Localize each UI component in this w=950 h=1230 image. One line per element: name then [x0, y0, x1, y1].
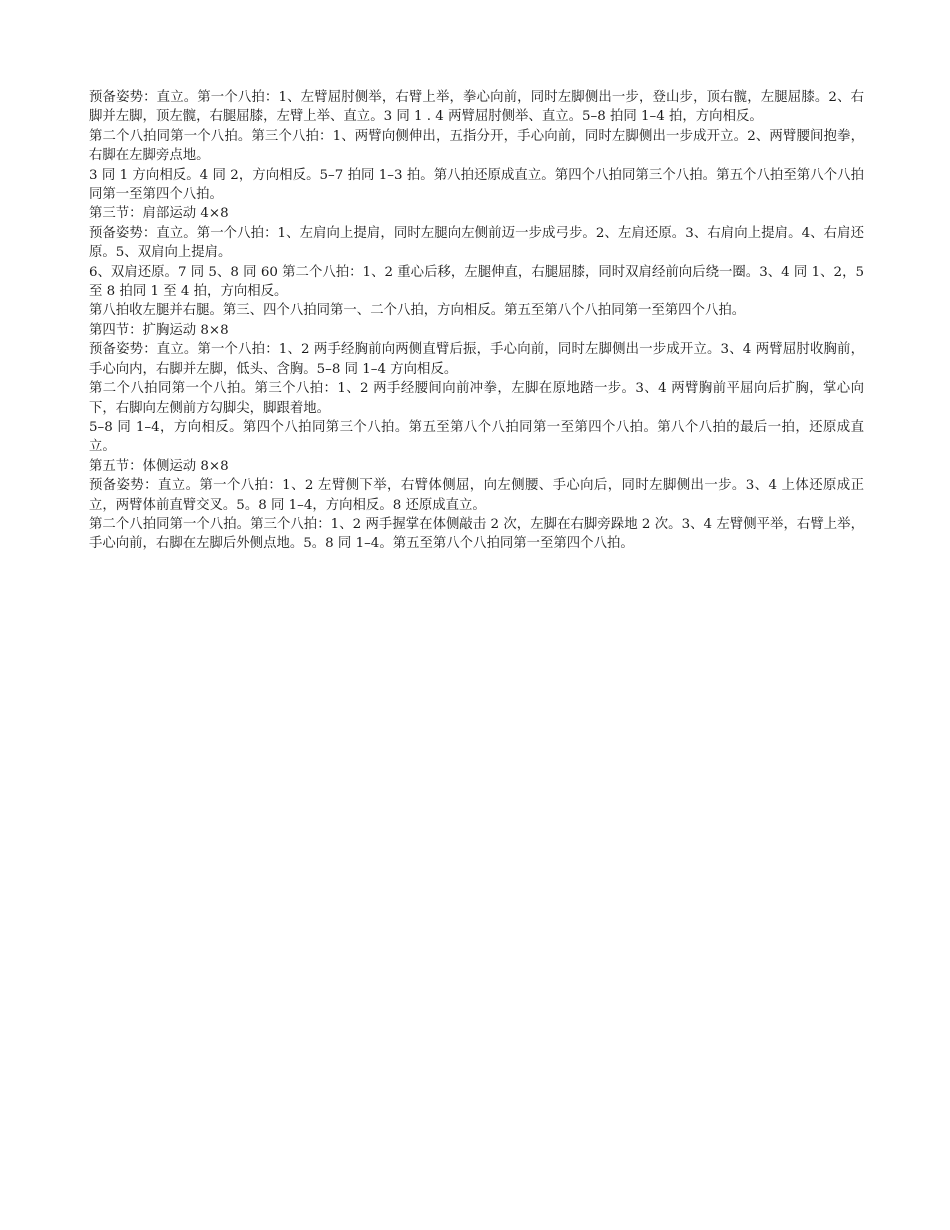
paragraph-6: 6、双肩还原。7 同 5、8 同 60 第二个八拍：1、2 重心后移，左腿伸直，右腿屈膝，同时双肩经前向后绕一圈。3、4 同 1、2，5 至 8 拍同 1 至 4 拍，方向相反。 [89, 264, 864, 300]
paragraph-7: 第八拍收左腿并右腿。第三、四个八拍同第一、二个八拍，方向相反。第五至第八个八拍同第一至第四个八拍。 [89, 303, 746, 319]
paragraph-10: 第二个八拍同第一个八拍。第三个八拍：1、2 两手经腰间向前冲拳，左脚在原地踏一步。3、4 两臂胸前平屈向后扩胸，掌心向下，右脚向左侧前方勾脚尖，脚跟着地。 [89, 381, 864, 416]
section-heading-shoulder: 第三节：肩部运动 4×8 [89, 206, 229, 222]
paragraph-5: 预备姿势：直立。第一个八拍：1、左肩向上提肩，同时左腿向左侧前迈一步成弓步。2、左肩还原。3、右肩向上提肩。4、右肩还原。5、双肩向上提肩。 [89, 225, 864, 261]
paragraph-1: 预备姿势：直立。第一个八拍：1、左臂屈肘侧举，右臂上举，拳心向前，同时左脚侧出一步，登山步，顶右髋，左腿屈膝。2、右脚并左脚，顶左髋，右腿屈膝，左臂上举、直立。3 同 1 . 4 两臂屈肘侧举、直立。5–8 拍同 1–4 拍，方向相反。 [89, 90, 864, 125]
paragraph-11: 5–8 同 1–4，方向相反。第四个八拍同第三个八拍。第五至第八个八拍同第一至第四个八拍。第八个八拍的最后一拍，还原成直立。 [89, 419, 864, 455]
paragraph-3: 3 同 1 方向相反。4 同 2，方向相反。5–7 拍同 1–3 拍。第八拍还原成直立。第四个八拍同第三个八拍。第五个八拍至第八个八拍同第一至第四个八拍。 [89, 167, 864, 203]
section-heading-chest: 第四节：扩胸运动 8×8 [89, 322, 229, 338]
paragraph-14: 第二个八拍同第一个八拍。第三个八拍：1、2 两手握掌在体侧敲击 2 次，左脚在右脚旁跺地 2 次。3、4 左臂侧平举，右臂上举，手心向前，右脚在左脚后外侧点地。5。8 同 1–4。第五至第八个八拍同第一至第四个八拍。 [89, 516, 864, 552]
paragraph-2: 第二个八拍同第一个八拍。第三个八拍：1、两臂向侧伸出，五指分开，手心向前，同时左脚侧出一步成开立。2、两臂腰间抱拳，右脚在左脚旁点地。 [89, 128, 864, 164]
document-body [89, 88, 864, 554]
paragraph-13: 预备姿势：直立。第一个八拍：1、2 左臂侧下举，右臂体侧屈，向左侧腰、手心向后，同时左脚侧出一步。3、4 上体还原成正立，两臂体前直臂交叉。5。8 同 1–4，方向相反。8 还原成直立。 [89, 478, 864, 513]
paragraph-9: 预备姿势：直立。第一个八拍：1、2 两手经胸前向两侧直臂后振，手心向前，同时左脚侧出一步成开立。3、4 两臂屈肘收胸前，手心向内，右脚并左脚，低头、含胸。5–8 同 1–4 方向相反。 [89, 342, 864, 377]
section-heading-side: 第五节：体侧运动 8×8 [89, 458, 229, 474]
